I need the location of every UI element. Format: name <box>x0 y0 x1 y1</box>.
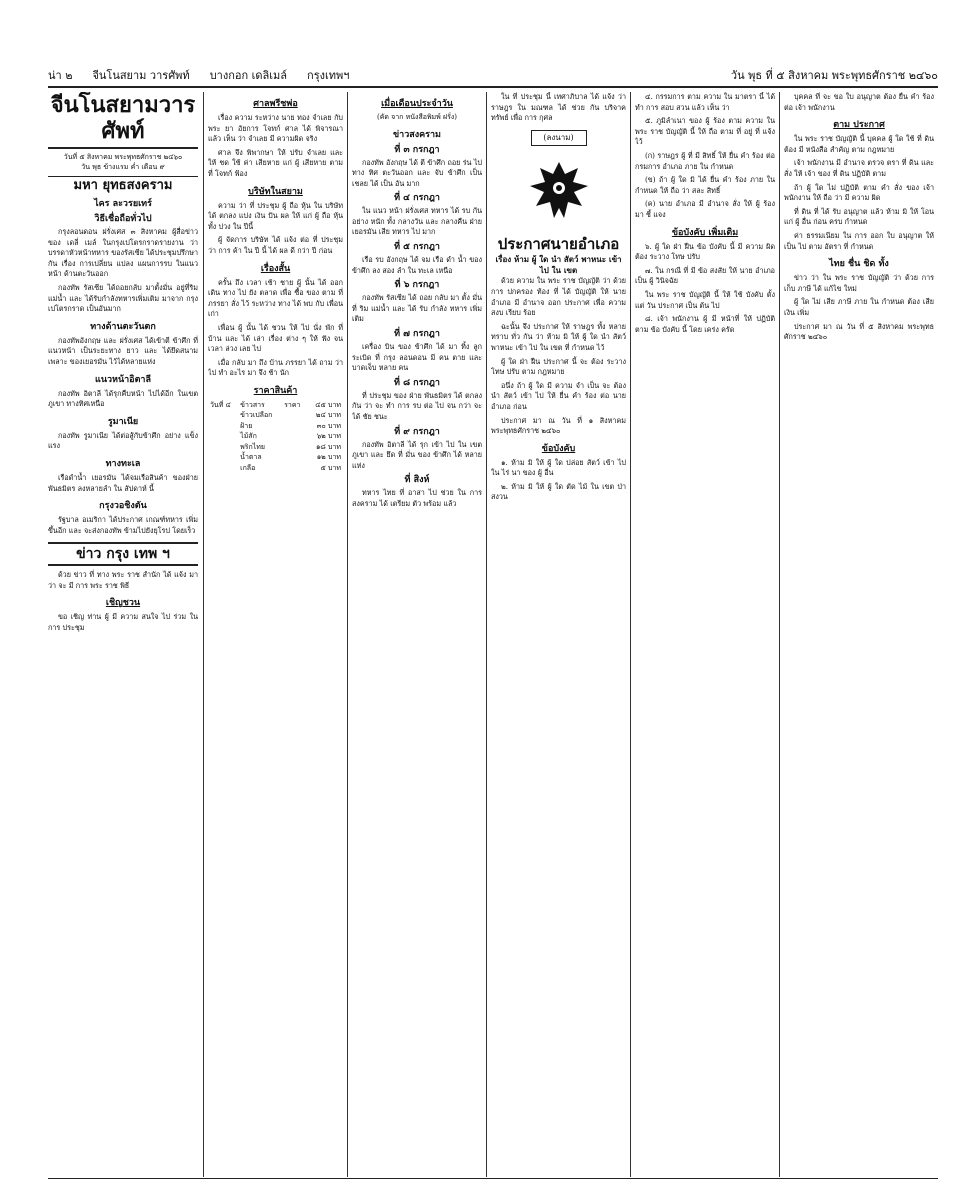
section-heading: เชิญชวน <box>105 598 141 609</box>
paragraph: ถ้า ผู้ ใด ไม่ ปฏิบัติ ตาม คำ สั่ง ของ เจ้า พนักงาน ให้ ถือ ว่า มี ความ ผิด <box>784 182 934 203</box>
paragraph: ความ ว่า ที่ ประชุม ผู้ ถือ หุ้น ใน บริษัท ได้ ตกลง แบ่ง เงิน ปัน ผล ให้ แก่ ผู้ ถือ หุ้น ทั้ง ปวง ใน ปีนี้ <box>208 200 343 231</box>
date-line: ที่ ๖ กรกฎา <box>394 280 440 291</box>
paragraph: กองทัพ อิตาลี ได้รุกคืบหน้า ไปได้อีก ในเขต ภูเขา ทางทิศเหนือ <box>48 388 198 409</box>
table-cell: น้ำตาล <box>240 453 262 462</box>
column-2 <box>208 92 343 1177</box>
paragraph: ด้วย ความ ใน พระ ราช บัญญัติ ว่า ด้วย การ ปกครอง ท้อง ที่ ได้ บัญญัติ ให้ นาย อำเภอ มี อำนาจ ออก ประกาศ เพื่อ ความ สงบ เรียบ ร้อย <box>491 276 626 318</box>
paragraph: ด้วย ข่าว ที่ ทาง พระ ราช สำนัก ได้ แจ้ง มา ว่า จะ มี การ พระ ราช พิธี <box>48 570 198 590</box>
announcement-subtitle: เรื่อง ห้าม ผู้ ใด นำ สัตว์ พาหนะ เข้า ไป ใน เขต <box>495 254 622 276</box>
paragraph: ครั้น ถึง เวลา เช้า ชาย ผู้ นั้น ได้ ออก เดิน ทาง ไป ยัง ตลาด เพื่อ ซื้อ ของ ตาม ที่ ภรรยา สั่ง ไว้ ระหว่าง ทาง ได้ พบ กับ เพื่อน เก่า <box>208 277 343 319</box>
column-1 <box>48 92 198 1177</box>
table-cell <box>208 421 238 432</box>
column-rule <box>203 92 204 1177</box>
paragraph: ใน ที่ ประชุม นี้ เทศาภิบาล ได้ แจ้ง ว่า ราษฎร ใน มณฑล ได้ ช่วย กัน บริจาค ทรัพย์ เพื่อ การ กุศล <box>491 92 626 123</box>
table-cell <box>282 463 307 474</box>
table-row <box>208 421 343 432</box>
section-heading: แนวหน้าอิตาลี <box>95 374 151 385</box>
table-row <box>208 400 343 411</box>
paragraph: ๘. เจ้า พนักงาน ผู้ มี หน้าที่ ให้ ปฏิบัติ ตาม ข้อ บังคับ นี้ โดย เคร่ง ครัด <box>635 314 775 334</box>
war-topic: วิธีเชื่อถือทั่วไป <box>94 214 152 224</box>
war-byline: ไคร ละวรยเทร์ <box>94 199 152 209</box>
header-rule <box>48 86 938 88</box>
masthead: จีนโนสยามวารศัพท์ <box>48 92 198 149</box>
date-line: ที่ ๕ กรกฎา <box>394 242 440 253</box>
garuda-emblem-icon <box>524 156 594 226</box>
paragraph: ฉะนั้น จึง ประกาศ ให้ ราษฎร ทั้ง หลาย ทราบ ทั่ว กัน ว่า ห้าม มิ ให้ ผู้ ใด นำ สัตว์ พาหนะ เข้า ไป ใน เขต ที่ กำหนด ไว้ <box>491 321 626 352</box>
paragraph: ประกาศ มา ณ วัน ที่ ๕ สิงหาคม พระพุทธศักราช ๒๔๖๐ <box>784 321 934 342</box>
header-tag-1: บางกอก เดลิเมล์ <box>209 69 288 82</box>
table-cell: ๖๒ บาท <box>316 432 341 441</box>
column-6 <box>784 92 934 1177</box>
table-cell <box>208 410 238 421</box>
paragraph: ใน พระ ราช บัญญัติ นี้ ให้ ใช้ บังคับ ตั้ง แต่ วัน ประกาศ เป็น ต้น ไป <box>635 289 775 310</box>
paragraph: กองทัพ รัสเซีย ได้ ถอย กลับ มา ตั้ง มั่น ที่ ริม แม่น้ำ และ ได้ รับ กำลัง ทหาร เพิ่ม เติม <box>352 293 482 324</box>
table-cell <box>282 410 307 421</box>
table-cell: ๒๔ บาท <box>315 411 341 420</box>
table-cell: ฝ้าย <box>240 421 253 430</box>
paragraph: กองทัพอังกฤษ และ ฝรั่งเศส ได้เข้าตี ข้าศึก ที่แนวหน้า เป็นระยะทาง ยาว และ ได้ยึดสนามเพลาะ ของเยอรมัน ไว้ได้หลายแห่ง <box>48 335 198 366</box>
war-headline: มหา ยุทธสงคราม <box>48 176 198 195</box>
table-cell: ๕ บาท <box>320 463 341 472</box>
paragraph: ประกาศ มา ณ วัน ที่ ๑ สิงหาคม พระพุทธศักราช ๒๔๖๐ <box>491 415 626 436</box>
paragraph: ทหาร ไทย ที่ อาสา ไป ช่วย ใน การ สงคราม ได้ เตรียม ตัว พร้อม แล้ว <box>352 488 482 508</box>
paragraph: เมื่อ กลับ มา ถึง บ้าน ภรรยา ได้ ถาม ว่า ไป ทำ อะไร มา จึง ช้า นัก <box>208 357 343 378</box>
date-line: ที่ ๓ กรกฎา <box>394 144 440 155</box>
table-cell: ไม้สัก <box>240 432 257 441</box>
page-number: น่า ๒ <box>48 69 73 82</box>
table-cell: เกลือ <box>240 463 256 472</box>
paragraph: ที่ ประชุม ของ ฝ่าย พันธมิตร ได้ ตกลง กัน ว่า จะ ทำ การ รบ ต่อ ไป จน กว่า จะ ได้ ชัย ชนะ <box>352 390 482 421</box>
section-heading: ข้อบังคับ เพิ่มเติม <box>671 227 739 238</box>
section-heading: ราคาสินค้า <box>253 385 298 396</box>
section-heading: รูมาเนีย <box>107 416 139 427</box>
paragraph: ๕. ภูมิลำเนา ของ ผู้ ร้อง ตาม ความ ใน พระ ราช บัญญัติ นี้ ให้ ถือ ตาม ที่ อยู่ ที่ แจ้ง ไว้ <box>635 116 775 147</box>
paragraph: ค่า ธรรมเนียม ใน การ ออก ใบ อนุญาต ให้ เป็น ไป ตาม อัตรา ที่ กำหนด <box>784 230 934 251</box>
table-cell <box>208 431 238 442</box>
paragraph: เรื่อง ความ ระหว่าง นาย ทอง จำเลย กับ พระ ยา อัยการ โจทก์ ศาล ได้ พิจารณา แล้ว เห็น ว่า จำเลย มี ความผิด จริง <box>208 113 343 144</box>
table-row <box>208 463 343 474</box>
paragraph: กองทัพ อิตาลี ได้ รุก เข้า ไป ใน เขต ภูเขา และ ยึด ที่ มั่น ของ ข้าศึก ได้ หลาย แห่ง <box>352 439 482 470</box>
table-cell: พริกไทย <box>240 442 266 451</box>
section-heading: เมื่อเดือนประจำวัน <box>381 99 453 109</box>
signature-box: (ลงนาม) <box>531 130 587 147</box>
paragraph: ข่าว ว่า ใน พระ ราช บัญญัติ ว่า ด้วย การ เก็บ ภาษี ได้ แก้ไข ใหม่ <box>784 273 934 293</box>
date-line: ที่ ๔ กรกฎา <box>394 193 440 204</box>
paragraph: ๖. ผู้ ใด ฝ่า ฝืน ข้อ บังคับ นี้ มี ความ ผิด ต้อง ระวาง โทษ ปรับ <box>635 241 775 262</box>
table-cell <box>282 421 307 432</box>
section-heading: เรื่องสั้น <box>260 263 291 274</box>
paragraph: ผู้ ใด ไม่ เสีย ภาษี ภาย ใน กำหนด ต้อง เสีย เงิน เพิ่ม <box>784 297 934 317</box>
paragraph: ศาล จึง พิพากษา ให้ ปรับ จำเลย และ ให้ ชด ใช้ ค่า เสียหาย แก่ ผู้ เสียหาย ตาม ที่ โจทก์ ฟ้อง <box>208 147 343 178</box>
column-rule <box>779 92 780 1177</box>
section-heading: บริษัทในสยาม <box>248 186 303 197</box>
paragraph: ๑. ห้าม มิ ให้ ผู้ ใด ปล่อย สัตว์ เข้า ไป ใน ไร่ นา ของ ผู้ อื่น <box>491 457 626 478</box>
bangkok-news-heading: ข่าว กรุง เทพ ฯ <box>48 542 198 566</box>
paragraph: ๔. กรรมการ ตาม ความ ใน มาตรา นี้ ได้ ทำ การ สอบ สวน แล้ว เห็น ว่า <box>635 92 775 112</box>
paragraph: บุคคล ที่ จะ ขอ ใบ อนุญาต ต้อง ยื่น คำ ร้อง ต่อ เจ้า พนักงาน <box>784 92 934 112</box>
date-line: ที่ ๘ กรกฎา <box>394 377 440 388</box>
paragraph: กองทัพ รูมาเนีย ได้ต่อสู้กับข้าศึก อย่าง แข็งแรง <box>48 430 198 451</box>
paragraph: ขอ เชิญ ท่าน ผู้ มี ความ สนใจ ไป ร่วม ใน การ ประชุม <box>48 612 198 633</box>
column-4 <box>491 92 626 1177</box>
paragraph: ๗. ใน กรณี ที่ มี ข้อ สงสัย ให้ นาย อำเภอ เป็น ผู้ วินิจฉัย <box>635 265 775 286</box>
paragraph: ผู้ จัดการ บริษัท ได้ แจ้ง ต่อ ที่ ประชุม ว่า การ ค้า ใน ปี นี้ ได้ ผล ดี กว่า ปี ก่อน <box>208 235 343 255</box>
section-heading: ข้อบังคับ <box>541 443 576 454</box>
date-line: ที่ สิงห์ <box>404 475 430 486</box>
issue-date: วัน พุธ ที่ ๕ สิงหาคม พระพุทธศักราช ๒๔๖๐ <box>730 69 938 82</box>
paragraph: (ข) ถ้า ผู้ ใด มิ ได้ ยื่น คำ ร้อง ภาย ใน กำหนด ให้ ถือ ว่า สละ สิทธิ์ <box>635 175 775 195</box>
footer-rule <box>48 1178 938 1179</box>
column-rule <box>630 92 631 1177</box>
table-cell <box>282 452 307 463</box>
header-tag-2: กรุงเทพฯ <box>307 69 350 82</box>
paragraph: ใน แนว หน้า ฝรั่งเศส ทหาร ได้ รบ กัน อย่าง หนัก ทั้ง กลางวัน และ กลางคืน ฝ่าย เยอรมัน เสีย ทหาร ไป มาก <box>352 206 482 237</box>
price-table <box>208 400 343 474</box>
paragraph: (ก) ราษฎร ผู้ ที่ มี สิทธิ์ ให้ ยื่น คำ ร้อง ต่อ กรมการ อำเภอ ภาย ใน กำหนด <box>635 150 775 171</box>
paragraph: เรือ รบ อังกฤษ ได้ จม เรือ ดำ น้ำ ของ ข้าศึก ลง สอง ลำ ใน ทะเล เหนือ <box>352 255 482 275</box>
table-cell: วันที่ ๔ <box>210 400 231 409</box>
paragraph: กองทัพ รัสเซีย ได้ถอยกลับ มาตั้งมั่น อยู่ที่ริมแม่น้ำ และ ได้รับกำลังทหารเพิ่มเติม มาจาก กรุงเปโตรกราด เป็นอันมาก <box>48 282 198 314</box>
column-3 <box>352 92 482 1177</box>
table-cell <box>208 442 238 453</box>
announcement-title: ประกาศนายอำเภอ <box>497 235 620 254</box>
paragraph: เครื่อง บิน ของ ข้าศึก ได้ มา ทิ้ง ลูก ระเบิด ที่ กรุง ลอนดอน มี คน ตาย และ บาดเจ็บ หลาย คน <box>352 342 482 373</box>
table-row <box>208 431 343 442</box>
paragraph: กองทัพ อังกฤษ ได้ ตี ข้าศึก ถอย ร่น ไป ทาง ทิศ ตะวันออก และ จับ ข้าศึก เป็น เชลย ได้ เป็น อัน มาก <box>352 157 482 188</box>
paragraph: ๒. ห้าม มิ ให้ ผู้ ใด ตัด ไม้ ใน เขต ป่า สงวน <box>491 481 626 502</box>
paper-name: จีนโนสยาม วารศัพท์ <box>92 69 190 82</box>
paragraph: เพื่อน ผู้ นั้น ได้ ชวน ให้ ไป นั่ง พัก ที่ บ้าน และ ได้ เล่า เรื่อง ต่าง ๆ ให้ ฟัง จน เวลา ล่วง เลย ไป <box>208 322 343 354</box>
page-header <box>48 66 938 84</box>
table-cell <box>208 463 238 474</box>
table-cell: ข้าวสาร <box>240 400 265 409</box>
table-cell: ราคา <box>284 400 301 409</box>
masthead-line-1: วันที่ ๕ สิงหาคม พระพุทธศักราช ๒๔๖๐ <box>63 153 183 161</box>
table-cell: ๔๕ บาท <box>315 400 341 409</box>
paragraph: อนึ่ง ถ้า ผู้ ใด มี ความ จำ เป็น จะ ต้อง นำ สัตว์ เข้า ไป ให้ ยื่น คำ ร้อง ต่อ นาย อำเภอ ก่อน <box>491 380 626 411</box>
section-heading: ไทย ชื่น ชิด ทั้ง <box>829 259 889 270</box>
paragraph: (ค) นาย อำเภอ มี อำนาจ สั่ง ให้ ผู้ ร้อง มา ชี้ แจง <box>635 199 775 219</box>
section-heading: ทางด้านตะวันตก <box>90 321 156 332</box>
column-rule <box>347 92 348 1177</box>
masthead-line-2: วัน พุธ ข้างแรม ค่ำ เดือน ๙ <box>81 162 165 171</box>
date-line: ที่ ๙ กรกฎา <box>394 426 440 437</box>
column-5 <box>635 92 775 1177</box>
table-cell: ๑๘ บาท <box>315 442 341 451</box>
section-heading: กรุงวอชิงตัน <box>99 501 147 512</box>
section-heading: ศาลพรีชพ่อ <box>253 99 298 109</box>
table-cell <box>282 431 307 442</box>
table-row <box>208 452 343 463</box>
table-cell <box>208 452 238 463</box>
paragraph: เรือดำน้ำ เยอรมัน ได้จมเรือสินค้า ของฝ่ายพันธมิตร ลงหลายลำ ใน สัปดาห์ นี้ <box>48 472 198 493</box>
date-line: ที่ ๗ กรกฎา <box>394 329 440 340</box>
paragraph: กรุงลอนดอน ฝรั่งเศส ๓ สิงหาคม ผู้สื่อข่าวของ เดลี่ เมล์ ในกรุงเปโตรกราดรายงาน ว่า บรรดาหัวหน้าทหาร ของรัสเซีย ได้ประชุมปรึกษากัน เรื่อง การเปลี่ยน แปลง แผนการรบ ในแนวหน้า ด้านตะวันออก <box>48 227 198 279</box>
table-row <box>208 410 343 421</box>
paragraph: ที่ ดิน ที่ ได้ รับ อนุญาต แล้ว ห้าม มิ ให้ โอน แก่ ผู้ อื่น ก่อน ครบ กำหนด <box>784 206 934 227</box>
column-rule <box>486 92 487 1177</box>
paragraph: เจ้า พนักงาน มี อำนาจ ตรวจ ตรา ที่ ดิน และ สั่ง ให้ เจ้า ของ ที่ ดิน ปฏิบัติ ตาม <box>784 158 934 178</box>
section-heading: ทางทะเล <box>105 458 141 469</box>
table-cell: ๑๒ บาท <box>316 453 341 462</box>
source-note: (คัด จาก หนังสือพิมพ์ ฝรั่ง) <box>376 113 458 121</box>
section-heading: ตาม ประกาศ <box>833 120 885 131</box>
section-heading: ข่าวสงคราม <box>393 129 441 140</box>
paragraph: รัฐบาล อเมริกา ได้ประกาศ เกณฑ์ทหาร เพิ่มขึ้นอีก และ จะส่งกองทัพ ข้ามไปยังยุโรป โดยเร็ว <box>48 515 198 535</box>
paragraph: ผู้ ใด ฝ่า ฝืน ประกาศ นี้ จะ ต้อง ระวาง โทษ ปรับ ตาม กฎหมาย <box>491 356 626 377</box>
paragraph: ใน พระ ราช บัญญัติ นี้ บุคคล ผู้ ใด ใช้ ที่ ดิน ต้อง มี หนังสือ สำคัญ ตาม กฎหมาย <box>784 134 934 154</box>
table-cell <box>282 442 307 453</box>
table-cell: ๓๐ บาท <box>316 421 341 430</box>
table-cell: ข้าวเปลือก <box>240 411 273 420</box>
table-row <box>208 442 343 453</box>
